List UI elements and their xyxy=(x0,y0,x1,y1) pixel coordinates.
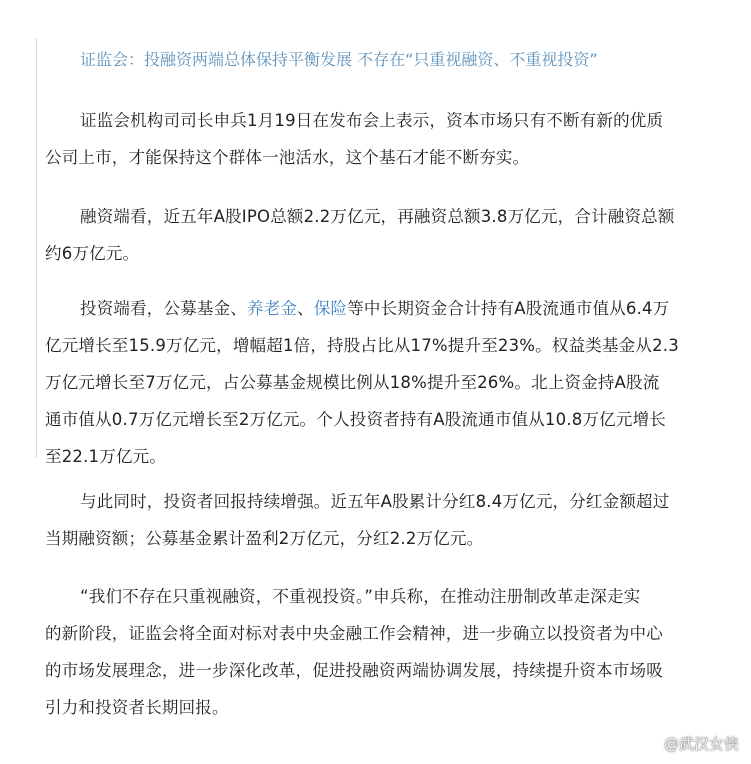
pension-link[interactable]: 养老金 xyxy=(247,299,298,318)
paragraph-2 xyxy=(45,198,735,272)
headline: 证监会：投融资两端总体保持平衡发展 不存在“只重视融资、不重视投资” xyxy=(80,50,598,69)
p2-line: 约6万亿元。 xyxy=(45,244,140,263)
watermark-text: @武汉女侠 xyxy=(663,735,739,753)
p3-text: 等中长期资金合计持有A股流通市值从6.4万 xyxy=(347,299,670,318)
p2-line: 融资端看，近五年A股IPO总额2.2万亿元，再融资总额3.8万亿元，合计融资总额 xyxy=(80,207,675,226)
paragraph-5 xyxy=(45,578,735,726)
p3-sep: 、 xyxy=(297,299,314,318)
p3-line: 通市值从0.7万亿元增长至2万亿元。个人投资者持有A股流通市值从10.8万亿元增长 xyxy=(45,410,666,429)
p1-line: 公司上市，才能保持这个群体一池活水，这个基石才能不断夯实。 xyxy=(45,148,530,167)
p3-line: 亿元增长至15.9万亿元，增幅超1倍，持股占比从17%提升至23%。权益类基金从2.3 xyxy=(45,336,679,355)
paragraph-3 xyxy=(45,290,735,475)
p3-line: 万亿元增长至7万亿元，占公募基金规模比例从18%提升至26%。北上资金持A股流 xyxy=(45,373,660,392)
p3-line: 至22.1万亿元。 xyxy=(45,447,167,466)
weibo-icon xyxy=(638,735,660,753)
p4-line: 与此同时，投资者回报持续增强。近五年A股累计分红8.4万亿元，分红金额超过 xyxy=(80,492,670,511)
p5-line: 的新阶段，证监会将全面对标对表中央金融工作会精神，进一步确立以投资者为中心 xyxy=(45,624,663,643)
paragraph-1 xyxy=(45,102,735,176)
p1-line: 证监会机构司司长申兵1月19日在发布会上表示，资本市场只有不断有新的优质 xyxy=(80,111,664,130)
watermark xyxy=(638,733,739,754)
paragraph-4 xyxy=(45,483,735,557)
p3-text: 投资端看，公募基金、 xyxy=(80,299,247,318)
p4-line: 当期融资额；公募基金累计盈利2万亿元，分红2.2万亿元。 xyxy=(45,529,484,548)
insurance-link[interactable]: 保险 xyxy=(313,299,348,318)
p3-line-1 xyxy=(45,290,735,327)
p5-line: 的市场发展理念，进一步深化改革，促进投融资两端协调发展，持续提升资本市场吸 xyxy=(45,661,663,680)
quote-bar xyxy=(36,38,37,458)
p5-line: 引力和投资者长期回报。 xyxy=(45,698,229,717)
p5-line: “我们不存在只重视融资，不重视投资。”申兵称，在推动注册制改革走深走实 xyxy=(80,587,641,606)
